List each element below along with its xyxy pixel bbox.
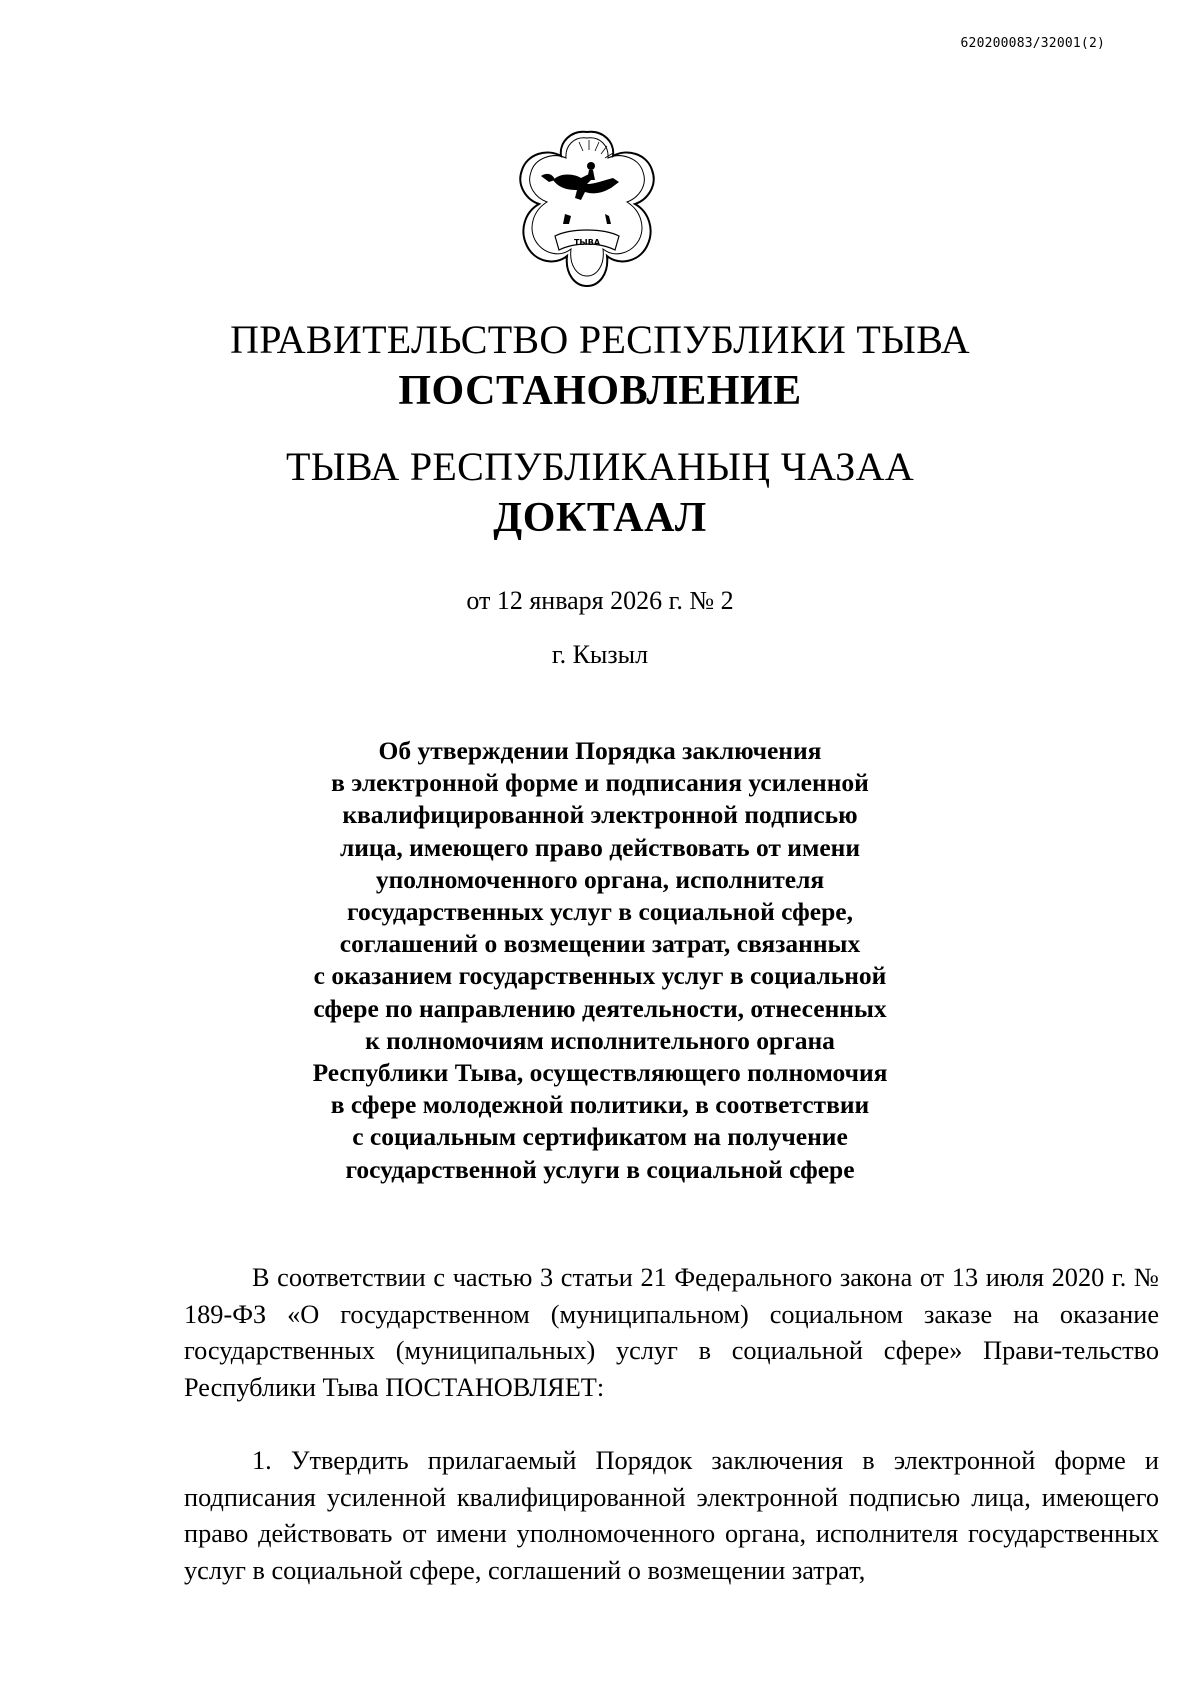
body-paragraph-preamble xyxy=(184,1260,1159,1406)
act-type-ru: ПОСТАНОВЛЕНИЕ xyxy=(398,368,802,414)
heading-line: Об утверждении Порядка заключения xyxy=(378,736,822,765)
government-title-tyv: ТЫВА РЕСПУБЛИКАНЫҢ ЧАЗАА xyxy=(285,444,915,489)
paragraph-text: В соответствии с частью 3 статьи 21 Федерального закона от 13 июля 2020 г. № 189-ФЗ «О государственном (муниципальном) социальном заказе на оказание государственных (муниципальных) услуг в социальной сфере» Прави-тельство Республики Тыва ПОСТАНОВЛЯЕТ: xyxy=(184,1263,1159,1402)
heading-line: к полномочиям исполнительного органа xyxy=(365,1025,835,1055)
heading-line: сфере по направлению деятельности, отнесенных xyxy=(313,993,887,1023)
document-heading xyxy=(300,735,900,1186)
heading-line: государственных услуг в социальной сфере, xyxy=(347,897,853,927)
registration-number: 620200083/32001(2) xyxy=(960,36,1105,51)
body-paragraph-item-1 xyxy=(184,1443,1159,1589)
heading-line: соглашений о возмещении затрат, связанных xyxy=(339,929,861,959)
paragraph-text: 1. Утвердить прилагаемый Порядок заключения в электронной форме и подписания усиленной квалифицированной электронной подписью лица, имеющего право действовать от имени уполномоченного органа, исполнителя государственных услуг в социальной сфере, соглашений о возмещении затрат, xyxy=(184,1446,1159,1585)
heading-line: в сфере молодежной политики, в соответствии xyxy=(330,1090,870,1120)
document-date: от 12 января 2026 г. № 2 xyxy=(466,586,734,615)
heading-line: с оказанием государственных услуг в социальной xyxy=(313,961,887,991)
heading-line: Республики Тыва, осуществляющего полномочия xyxy=(312,1058,888,1088)
heading-line: государственной услуги в социальной сфере xyxy=(345,1154,855,1184)
document-city: г. Кызыл xyxy=(551,640,649,669)
heading-line: квалифицированной электронной подписью xyxy=(342,800,858,830)
heading-line: лица, имеющего право действовать от имени xyxy=(339,832,861,862)
heading-line: с социальным сертификатом на получение xyxy=(352,1122,848,1152)
emblem-ribbon-text: ТЫВА xyxy=(573,238,601,247)
government-title-ru: ПРАВИТЕЛЬСТВО РЕСПУБЛИКИ ТЫВА xyxy=(230,317,970,362)
tuva-coat-of-arms-icon xyxy=(515,128,660,290)
act-type-tyv: ДОКТААЛ xyxy=(493,495,707,541)
heading-line: уполномоченного органа, исполнителя xyxy=(375,864,825,894)
heading-line: в электронной форме и подписания усиленной xyxy=(331,768,869,798)
